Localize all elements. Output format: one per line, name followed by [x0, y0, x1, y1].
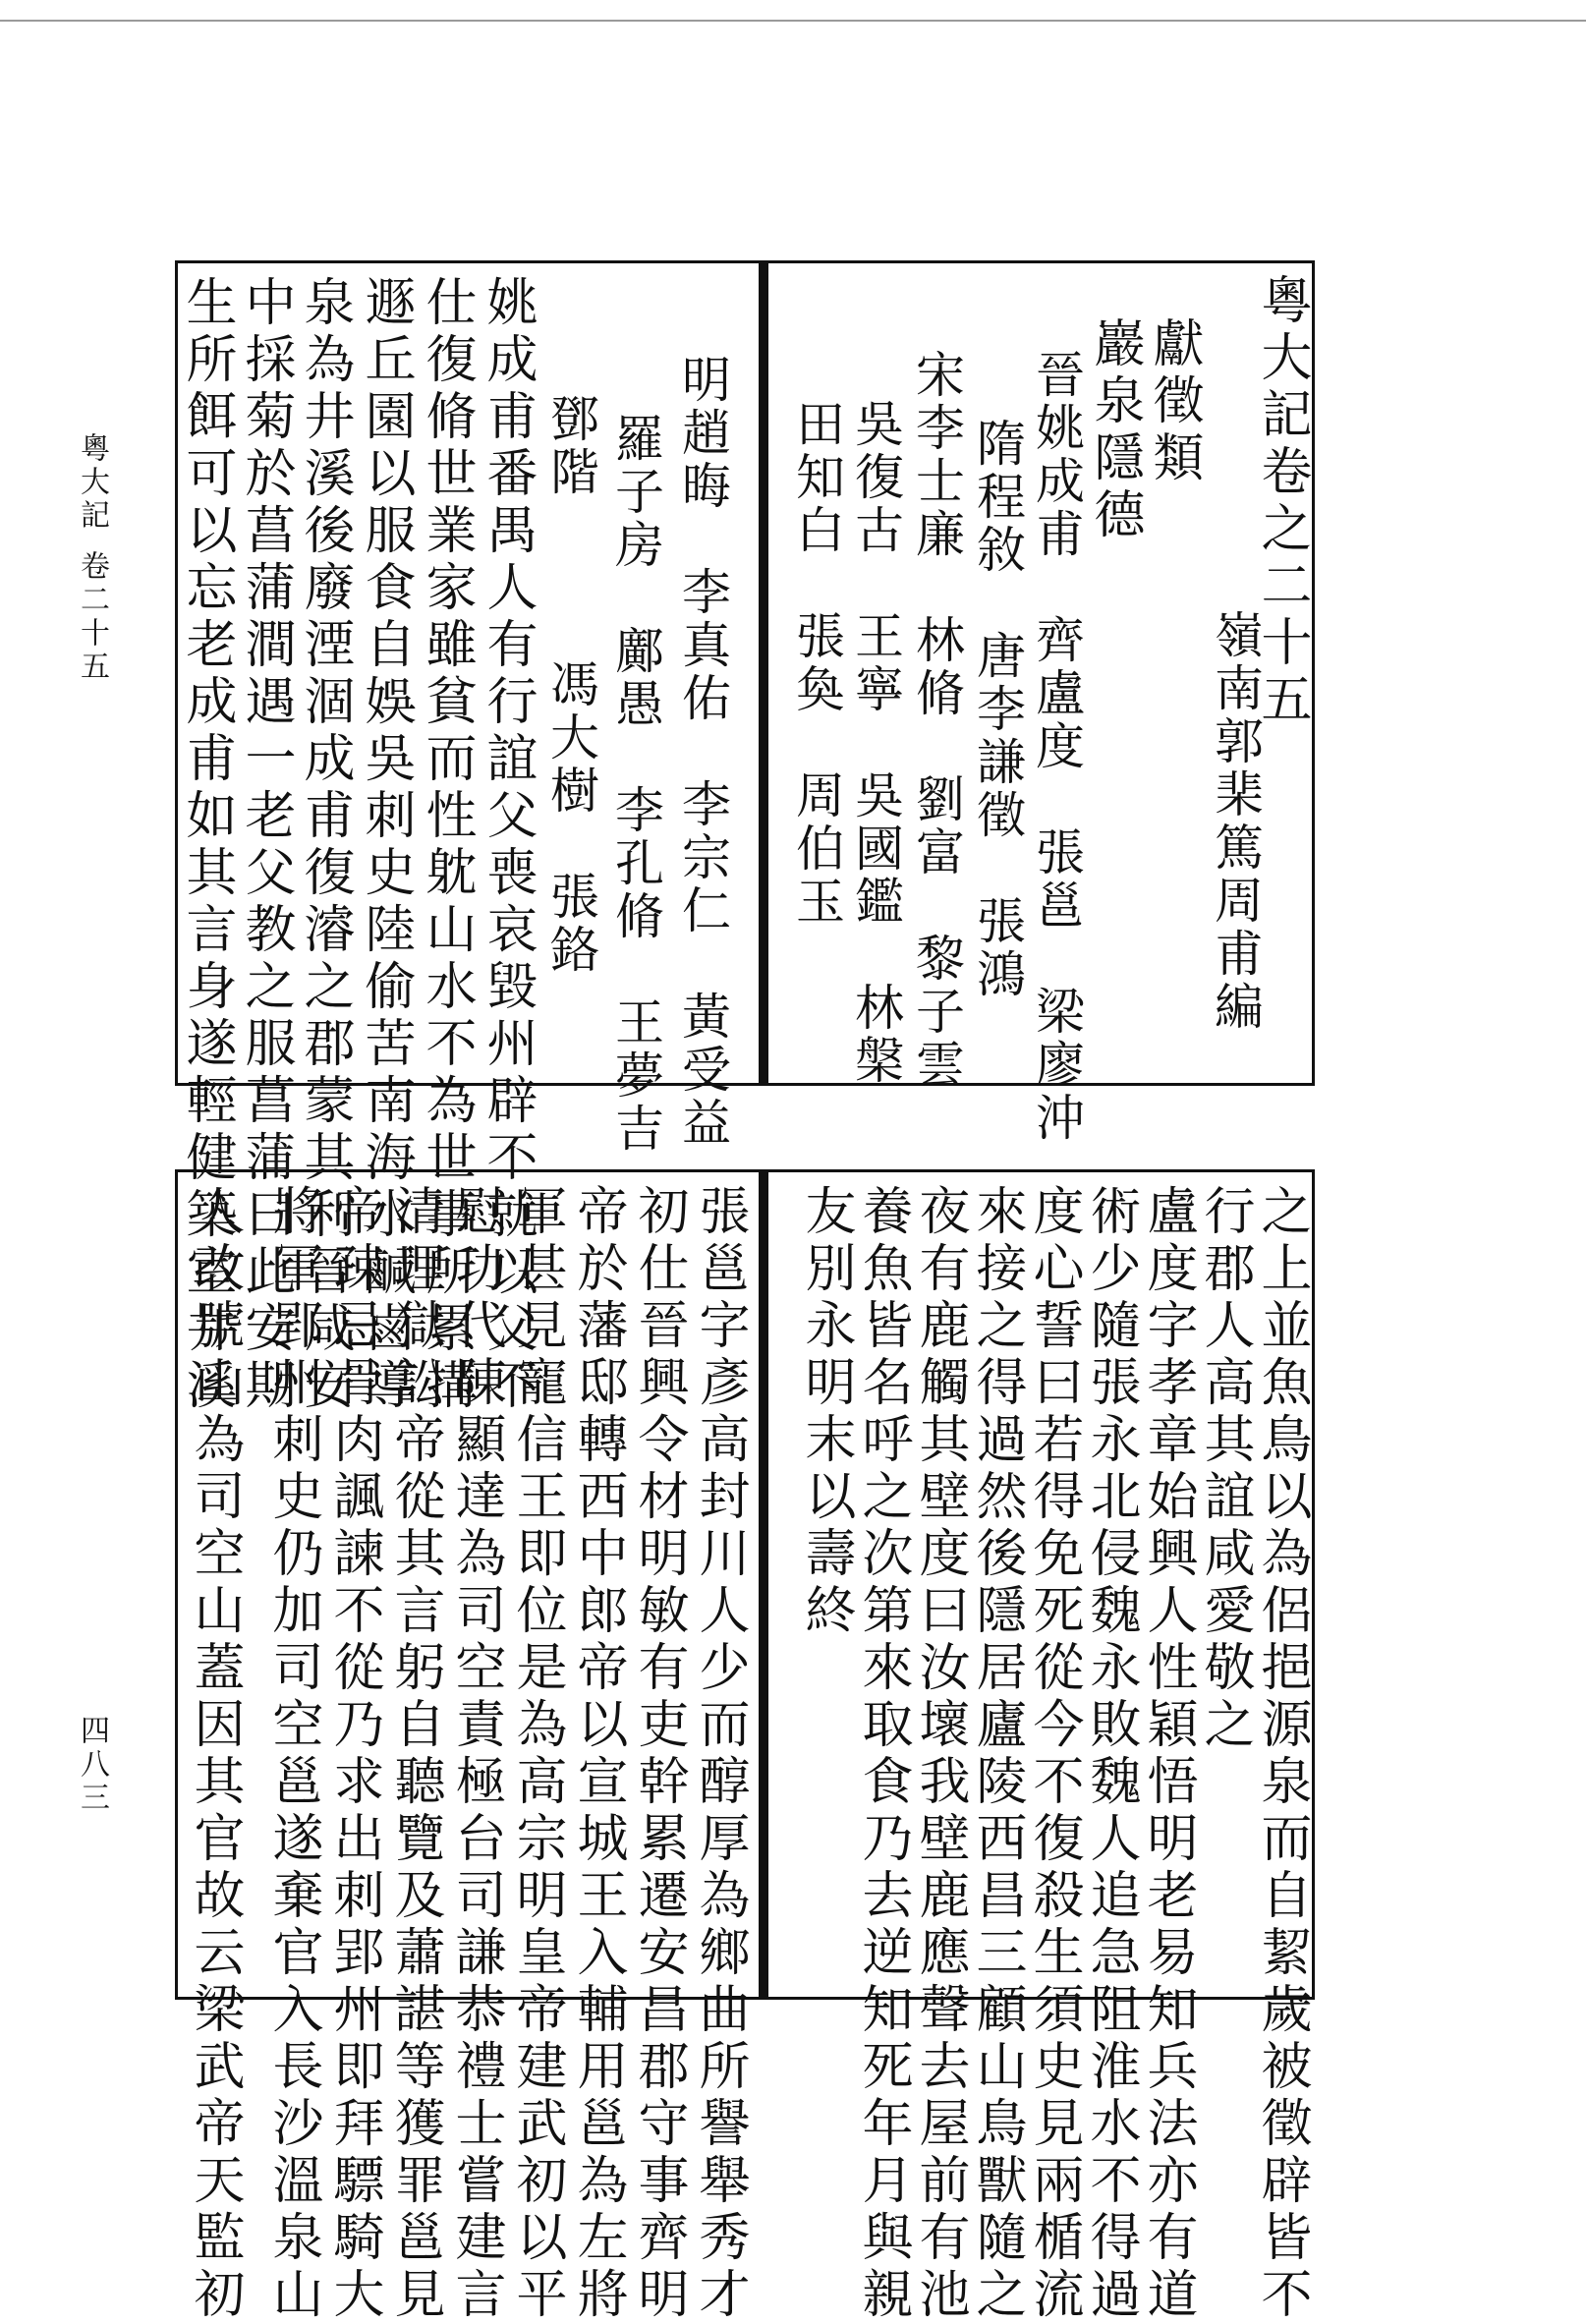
entry-line: 晉姚成甫 齊盧度 張邕 梁廖沖	[1028, 349, 1085, 1145]
text-column: 來接之得過然後隱居廬陵西昌三顧山鳥獸隨之	[967, 1184, 1026, 2324]
entry-line: 田知白 張奐 周伯玉	[788, 398, 845, 929]
upper-fold	[759, 260, 768, 1086]
text-column: 初仕晉興令材明敏有吏幹累遷安昌郡守事齊明	[629, 1184, 688, 2324]
entry-line: 隋程敘 唐李謙徵 張鴻	[969, 418, 1026, 1001]
text-column: 泉為井溪後廢湮涸成甫復濬之郡蒙其利晉咸安	[295, 275, 354, 1415]
entry-line: 羅子房 鄺愚 李孔脩 王夢吉	[607, 413, 664, 1156]
entry-line: 鄧階 馮大樹 張鉻	[542, 393, 599, 977]
text-column: 夜有鹿觸其壁度曰汝壞我壁鹿應聲去屋前有池	[910, 1184, 969, 2324]
text-column: 姚成甫番禺人有行誼父喪哀毀州辟不就以父不	[478, 275, 537, 1415]
text-column: 將軍郢州刺史仍加司空邕遂棄官入長沙溫泉山	[263, 1184, 322, 2324]
entry-line: 吳復古 王寧 吳國鑑 林槃	[847, 398, 904, 1088]
text-column: 生所餌可以忘老成甫如其言身遂輕健築室井溪	[177, 275, 236, 1415]
margin-book-title: 粵大記	[75, 432, 109, 533]
text-column: 張邕字彥高封川人少而醇厚為鄉曲所譽舉秀才	[690, 1184, 749, 2324]
lower-fold	[759, 1169, 768, 2000]
scan-top-edge	[0, 20, 1586, 22]
entry-line: 宋李士廉 林脩 劉富 黎子雲	[908, 349, 965, 1092]
text-column: 友別永明末以壽終	[796, 1184, 855, 1640]
text-column: 之上並魚鳥以為侶挹源泉而自絜歲被徵辟皆不	[1252, 1184, 1311, 2324]
text-column: 盧度字孝章始興人性穎悟明老易知兵法亦有道	[1138, 1184, 1197, 2324]
text-column: 人改號山為司空山蓋因其官故云梁武帝天監初	[185, 1184, 244, 2324]
subsection-heading: 巖泉隱德	[1085, 316, 1144, 544]
text-column: 帝疎忌骨肉諷諫不從乃求出刺郢州即拜驃騎大	[324, 1184, 383, 2324]
section-heading: 獻徵類	[1144, 316, 1203, 487]
text-column: 帝於藩邸轉西中郎帝以宣城王入輔用邕為左將	[568, 1184, 627, 2324]
author-line: 嶺南郭棐篤周甫編	[1207, 609, 1264, 1034]
text-column: 行郡人高其誼咸愛敬之	[1195, 1184, 1254, 1754]
text-column: 養魚皆名呼之次第來取食乃去逆知死年月與親	[853, 1184, 912, 2324]
text-column: 術少隨張永北侵魏永敗魏人追急阻淮水不得過	[1081, 1184, 1140, 2324]
text-column: 遯丘園以服食自娛吳刺史陸偷苦南海水鹹鹵導	[356, 275, 415, 1415]
text-column: 清理獄訟帝從其言躬自聽覽及蕭諶等獲罪邕見	[385, 1184, 444, 2324]
text-column: 仕復脩世業家雖貧而性躭山水不為世事所累搆	[417, 275, 476, 1415]
text-column: 中採菊於菖蒲澗遇一老父教之服菖蒲曰此安期	[236, 275, 295, 1415]
text-column: 軍甚見寵信王即位是為高宗明皇帝建武初以平	[507, 1184, 566, 2324]
text-column: 度心誓曰若得免死從今不復殺生須史見兩楯流	[1024, 1184, 1083, 2324]
text-column: 慰功代陳顯達為司空責極台司謙恭禮士嘗建言	[446, 1184, 505, 2324]
entry-line: 明趙晦 李真佑 李宗仁 黃受益	[674, 354, 731, 1150]
margin-volume: 卷二十五	[75, 550, 109, 684]
margin-page-number: 四八三	[75, 1715, 109, 1815]
volume-title: 粵大記卷之二十五	[1252, 273, 1311, 729]
